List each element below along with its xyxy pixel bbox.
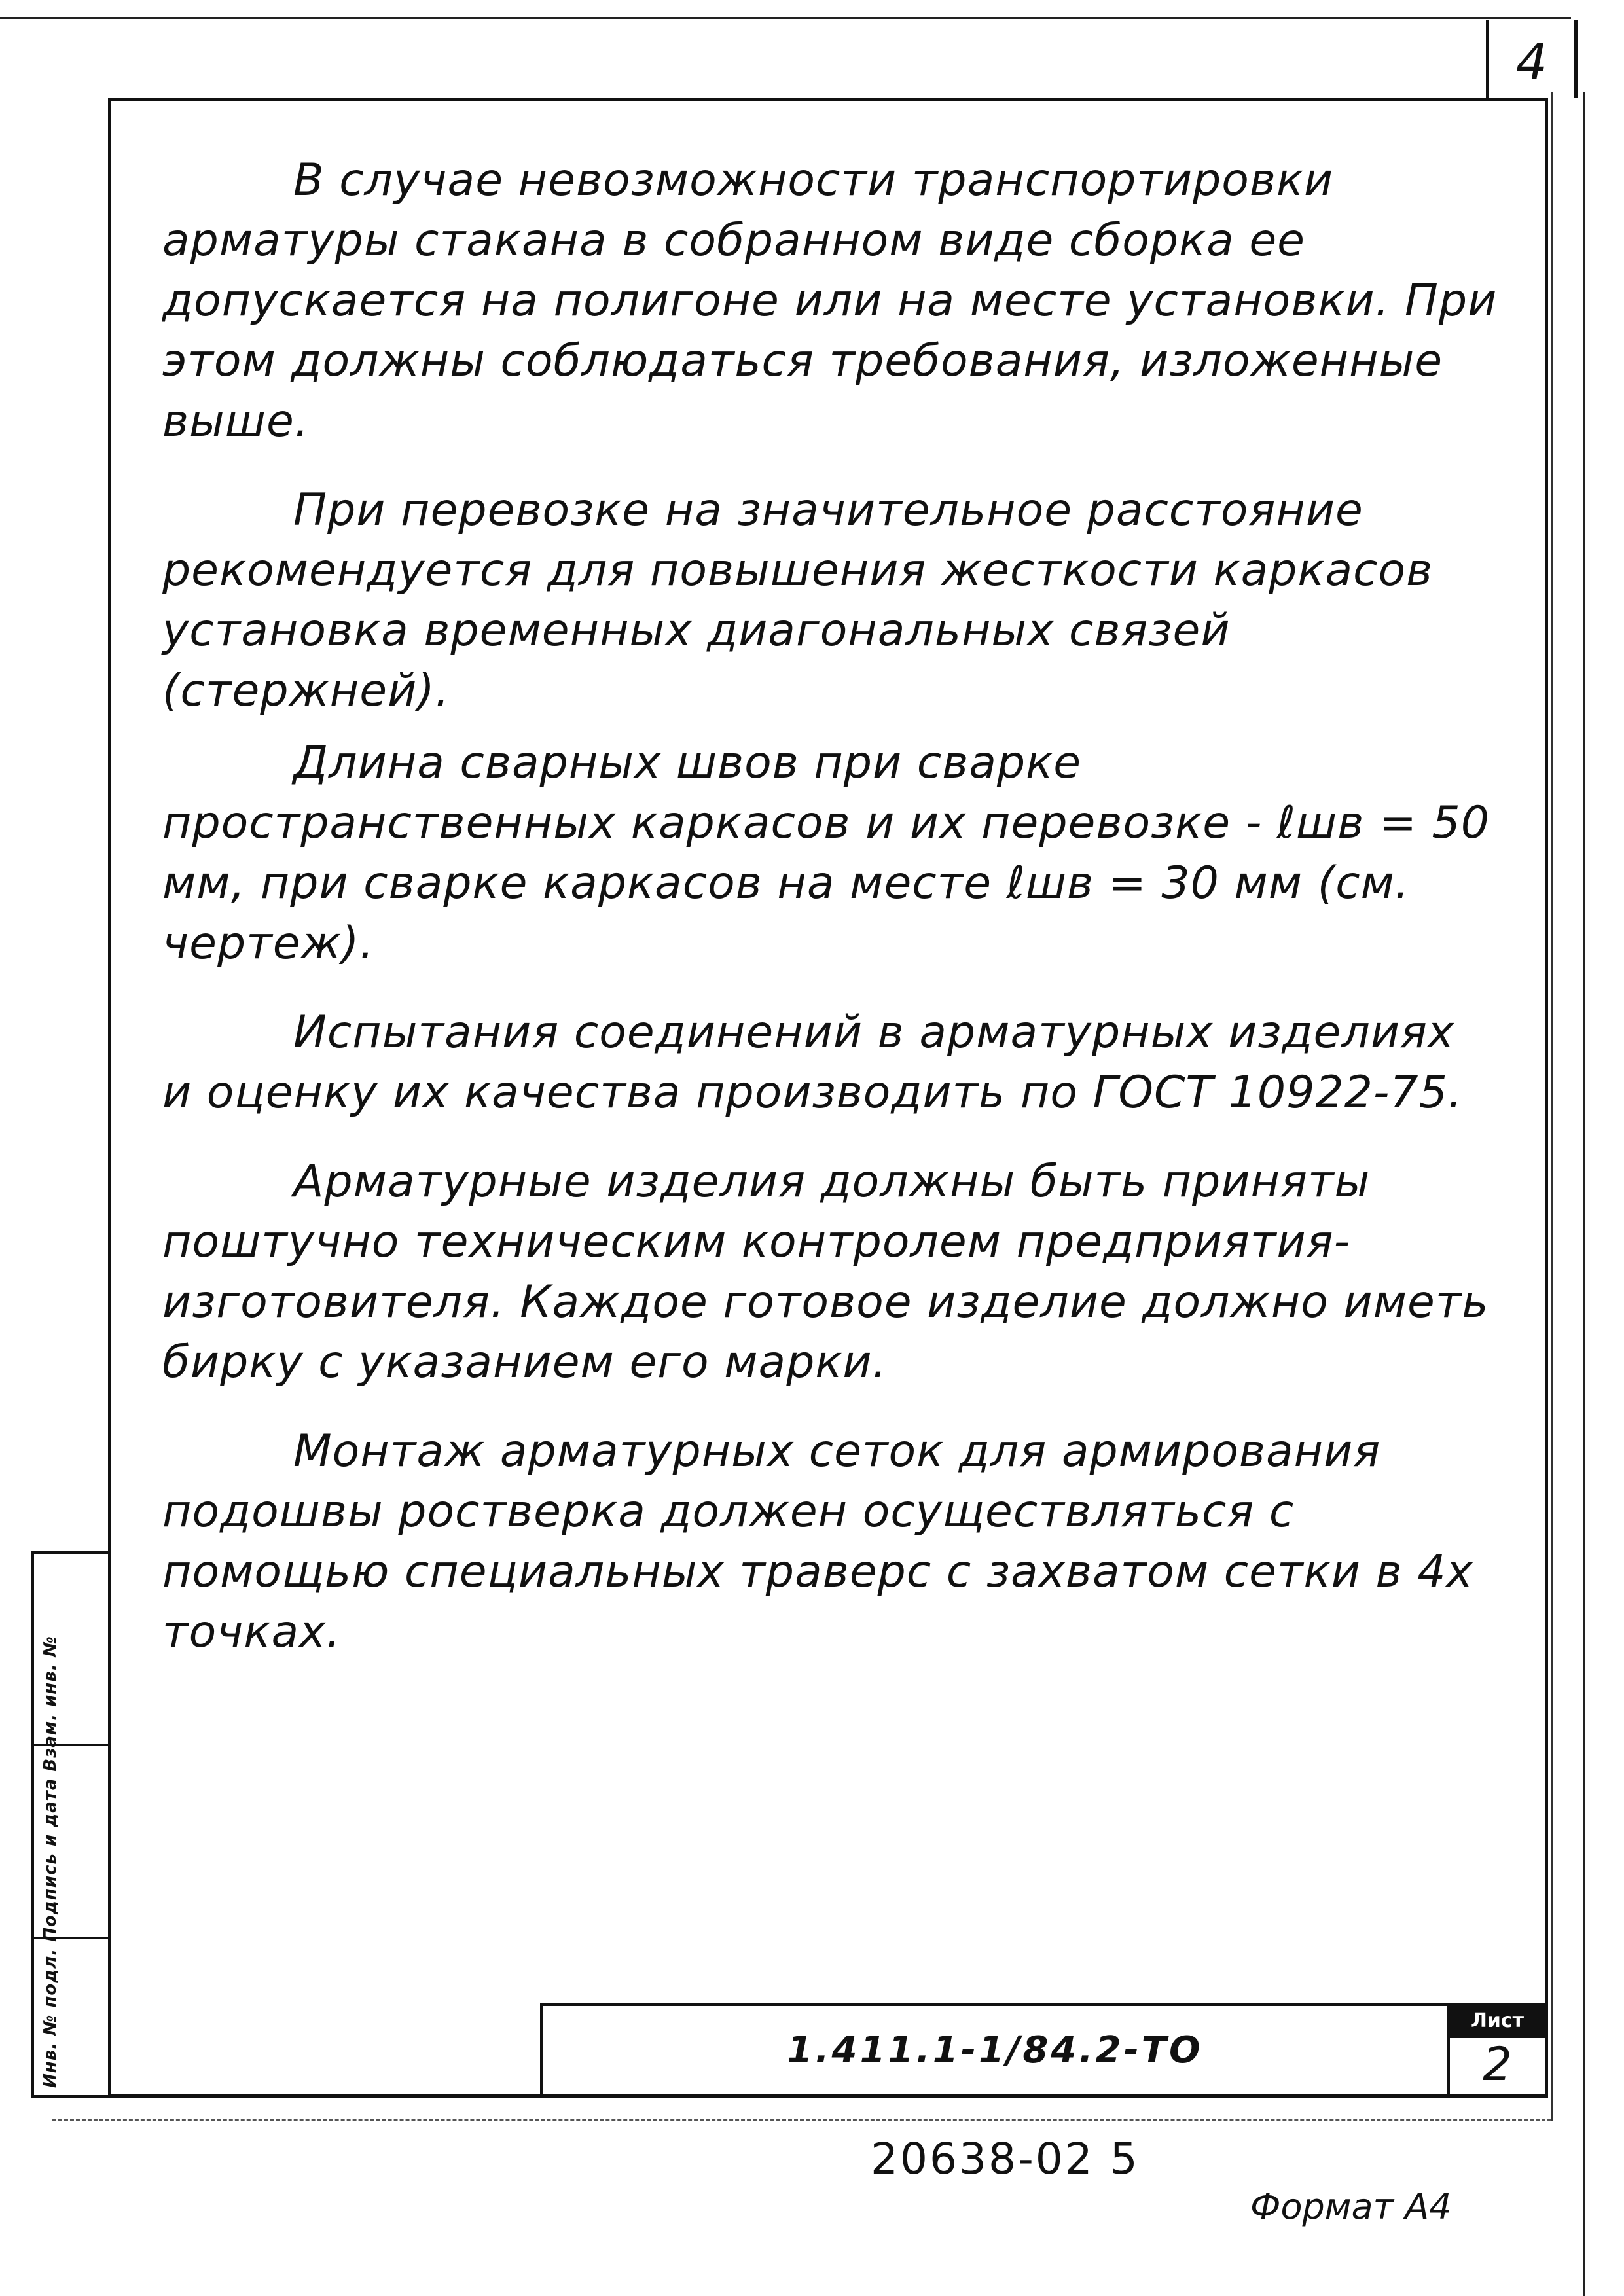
sheet-number: 4: [1515, 33, 1548, 91]
paragraph-testing: Испытания соединений в арматурных изделиях и оценку их качества производить по ГОСТ 10922-75.: [162, 1007, 1463, 1119]
paragraph-transport: В случае невозможности транспортировки арматуры стакана в собранном виде сборка ее допускается на полигоне или на месте установки. При этом должны соблюдаться требования, изложенные выше.: [162, 154, 1498, 447]
sheet-number-box: [1486, 20, 1578, 98]
top-edge-line: [0, 17, 1571, 19]
stamp-sheet-cell: [1447, 2006, 1545, 2094]
paragraph-acceptance: Арматурные изделия должны быть приняты поштучно техническим контролем предприятия-изготовителя. Каждое готовое изделие должно иметь бирку с указанием его марки.: [162, 1156, 1489, 1388]
document-code: 1.411.1-1/84.2-ТО: [787, 2029, 1203, 2072]
bottom-dash-line: [52, 2119, 1551, 2121]
right-edge-line: [1583, 92, 1585, 2296]
stamp-sheet-header: Лист: [1450, 2006, 1545, 2038]
format-label: Формат А4: [1250, 2186, 1452, 2227]
paragraph-weld-length: Длина сварных швов при сварке пространственных каркасов и их перевозке - ℓшв = 50 мм, при сварке каркасов на месте ℓшв = 30 мм (см. чертеж).: [162, 737, 1490, 969]
archive-number: 20638-02 5: [871, 2134, 1140, 2184]
stamp-sheet-value: 2: [1483, 2037, 1512, 2091]
paragraph-mounting: Монтаж арматурных сеток для армирования подошвы ростверка должен осуществляться с помощью специальных траверс с захватом сетки в 4х точках.: [162, 1426, 1473, 1658]
side-strip-inner-line: [31, 1551, 34, 2098]
document-body: [162, 151, 1498, 1691]
paragraph-stiffness: При перевозке на значительное расстояние рекомендуется для повышения жесткости каркасов установка временных диагональных связей (стержней).: [162, 484, 1434, 717]
side-strip-label: Инв. № подл. Подпись и дата Взам. инв. №: [41, 1636, 60, 2088]
title-block: [540, 2003, 1548, 2098]
right-inner-line: [1551, 92, 1553, 2121]
